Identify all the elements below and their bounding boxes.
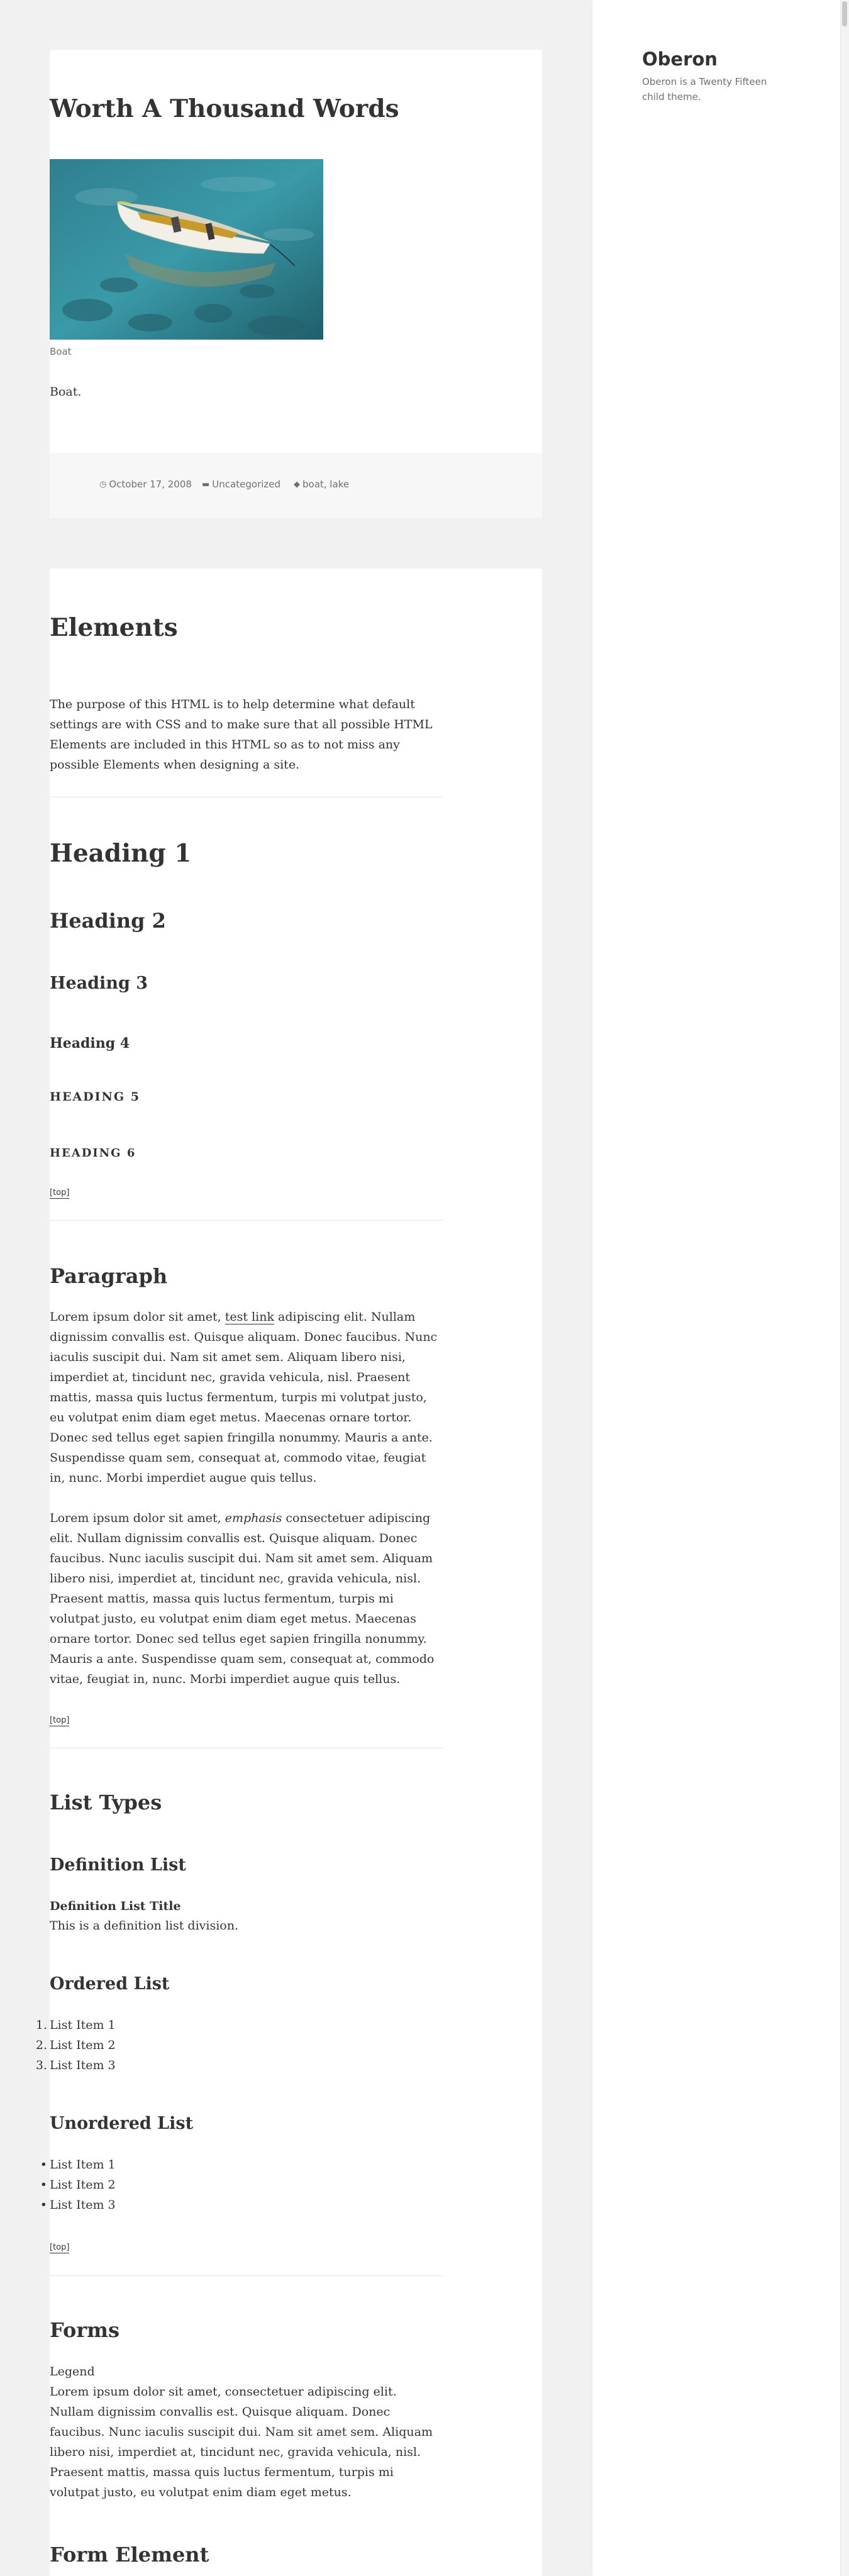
list-item-text: List Item 1 [50, 2018, 116, 2032]
paragraph [50, 1508, 443, 1689]
ordered-list [35, 2015, 116, 2075]
subsection-title: Unordered List [50, 2114, 194, 2133]
top-link[interactable]: [top] [50, 1716, 70, 1725]
heading-6: HEADING 6 [50, 1146, 136, 1160]
scrollbar-track[interactable] [840, 0, 849, 2576]
boat-photo [50, 159, 323, 340]
list-item-text: List Item 2 [50, 2038, 116, 2052]
post-date-text[interactable]: October 17, 2008 [109, 479, 192, 490]
post-title[interactable]: Worth A Thousand Words [50, 94, 399, 123]
list-marker: 1. [35, 2018, 47, 2032]
section-title: Paragraph [50, 1264, 168, 1288]
definition-term: Definition List Title [50, 1899, 181, 1913]
post-tags-text[interactable]: boat, lake [302, 479, 350, 490]
bullet-icon: • [40, 2178, 47, 2192]
image-caption: Boat [50, 346, 72, 357]
post-category[interactable] [202, 479, 280, 490]
clock-icon: ◷ [99, 479, 107, 489]
divider [50, 2275, 443, 2276]
tag-icon: ◆ [294, 479, 300, 489]
post-date[interactable] [99, 479, 192, 490]
paragraph [50, 1307, 443, 1488]
scrollbar-thumb[interactable] [842, 1, 847, 26]
paragraph-text: Lorem ipsum dolor sit amet, [50, 1511, 225, 1525]
list-item-text: List Item 2 [50, 2178, 116, 2192]
list-item-text: List Item 1 [50, 2158, 116, 2172]
paragraph-text: consectetuer adipiscing elit. Nullam dignissim convallis est. Quisque aliquam. Donec faucibus. Nunc iaculis suscipit dui. Nam sit amet sem. Aliquam libero nisi, imperdiet at, tincidunt nec, gravida vehicula, nisl. Praesent mattis, massa quis luctus fermentum, turpis mi volutpat justo, eu volutpat enim diam eget metus. Maecenas ornare tortor. Donec sed tellus eget sapien fringilla nonummy. Mauris a ante. Suspendisse quam sem, consequat at, commodo vitae, feugiat in, nunc. Morbi imperdiet augue quis tellus. [50, 1511, 435, 1686]
post-image[interactable] [50, 159, 323, 340]
list-marker: 3. [35, 2058, 47, 2072]
list-marker: 2. [35, 2038, 47, 2052]
list-item-text: List Item 3 [50, 2198, 116, 2212]
list-item [35, 2015, 116, 2035]
divider [50, 1220, 443, 1221]
emphasis-text: emphasis [225, 1511, 282, 1525]
entry-footer [50, 453, 542, 518]
form-legend: Legend [50, 2365, 95, 2379]
form-intro-text: Lorem ipsum dolor sit amet, consectetuer adipiscing elit. Nullam dignissim convallis est. Quisque aliquam. Donec faucibus. Nunc iaculis suscipit dui. Nam sit amet sem. Aliquam libero nisi, imperdiet at, tincidunt nec, gravida vehicula, nisl. Praesent mattis, massa quis luctus fermentum, turpis mi volutpat justo, eu volutpat enim diam eget metus. [50, 2385, 433, 2499]
intro-paragraph: The purpose of this HTML is to help determine what default settings are with CSS and to make sure that all possible HTML Elements are included in this HTML so as to not miss any possible Elements when designing a site. [50, 697, 433, 772]
heading-5: HEADING 5 [50, 1090, 140, 1104]
sidebar [592, 0, 840, 2576]
site-description: Oberon is a Twenty Fifteen child theme. [642, 76, 767, 103]
post-category-text[interactable]: Uncategorized [212, 479, 280, 490]
paragraph-text: Lorem ipsum dolor sit amet, [50, 1310, 225, 1324]
definition-description: This is a definition list division. [50, 1919, 239, 1933]
paragraph-text: adipiscing elit. Nullam dignissim convallis est. Quisque aliquam. Donec faucibus. Nunc iaculis suscipit dui. Nam sit amet sem. Aliquam libero nisi, imperdiet at, tincidunt nec, gravida vehicula, nisl. Praesent mattis, massa quis luctus fermentum, turpis mi volutpat justo, eu volutpat enim diam eget metus. Maecenas ornare tortor. Donec sed tellus eget sapien fringilla nonummy. Mauris a ante. Suspendisse quam sem, consequat at, commodo vitae, feugiat in, nunc. Morbi imperdiet augue quis tellus. [50, 1310, 438, 1485]
top-link[interactable]: [top] [50, 2243, 70, 2252]
post-title[interactable]: Elements [50, 613, 178, 642]
list-item-text: List Item 3 [50, 2058, 116, 2072]
folder-icon: ▬ [202, 479, 210, 489]
heading-4: Heading 4 [50, 1035, 130, 1052]
top-link[interactable]: [top] [50, 1188, 70, 1197]
heading-2: Heading 2 [50, 909, 166, 933]
heading-1: Heading 1 [50, 839, 192, 868]
list-item [35, 2055, 116, 2075]
test-link[interactable]: test link [225, 1310, 274, 1324]
post-tags[interactable] [294, 479, 349, 490]
list-item [35, 2035, 116, 2055]
bullet-icon: • [40, 2158, 47, 2172]
section-title: List Types [50, 1790, 162, 1814]
subsection-title: Ordered List [50, 1974, 170, 1994]
bullet-icon: • [40, 2198, 47, 2212]
list-item [40, 2175, 116, 2195]
unordered-list [40, 2155, 116, 2215]
list-item [40, 2155, 116, 2175]
list-item [40, 2195, 116, 2215]
subsection-title: Form Element [50, 2543, 209, 2567]
post-body: Boat. [50, 385, 82, 399]
subsection-title: Definition List [50, 1855, 186, 1875]
site-title[interactable]: Oberon [642, 48, 718, 70]
heading-3: Heading 3 [50, 974, 148, 993]
section-title: Forms [50, 2318, 120, 2342]
